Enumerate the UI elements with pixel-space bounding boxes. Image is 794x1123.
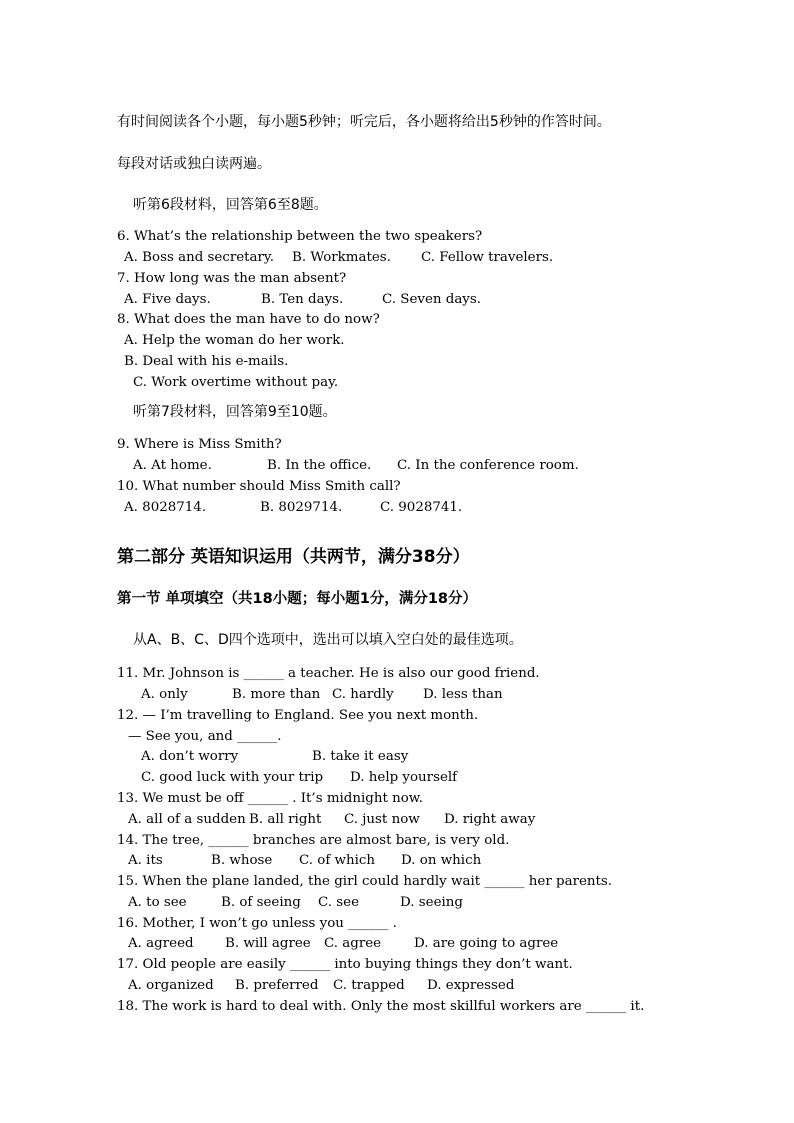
question-13-option-a: A. all of a sudden — [128, 812, 246, 827]
material-6-heading: 听第6段材料，回答第6至8题。 — [133, 197, 328, 213]
question-6-option-a: A. Boss and secretary. — [124, 250, 274, 265]
intro-line-2: 每段对话或独白读两遍。 — [117, 156, 271, 172]
question-10-option-b: B. 8029714. — [260, 500, 343, 515]
question-16-option-d: D. are going to agree — [414, 936, 559, 951]
question-8-option-c: C. Work overtime without pay. — [133, 375, 339, 390]
question-16-option-c: C. agree — [324, 936, 382, 951]
question-18-stem: 18. The work is hard to deal with. Only the most skillful workers are ______ it. — [117, 999, 645, 1014]
question-11-option-d: D. less than — [423, 687, 503, 702]
question-7-option-a: A. Five days. — [124, 292, 211, 307]
question-9-option-a: A. At home. — [133, 458, 212, 473]
question-11-stem: 11. Mr. Johnson is ______ a teacher. He is also our good friend. — [117, 666, 540, 681]
question-11-option-c: C. hardly — [332, 687, 394, 702]
question-6-option-b: B. Workmates. — [292, 250, 391, 265]
question-11-option-b: B. more than — [232, 687, 321, 702]
question-8-stem: 8. What does the man have to do now? — [117, 312, 380, 327]
section-1-instruction: 从A、B、C、D四个选项中，选出可以填入空白处的最佳选项。 — [133, 632, 523, 648]
question-16-option-b: B. will agree — [225, 936, 311, 951]
question-12-option-d: D. help yourself — [350, 770, 458, 785]
question-15-option-b: B. of seeing — [221, 895, 301, 910]
question-12-option-c: C. good luck with your trip — [141, 770, 324, 785]
question-10-stem: 10. What number should Miss Smith call? — [117, 479, 401, 494]
section-1-title: 第一节 单项填空（共18小题；每小题1分，满分18分） — [117, 591, 477, 607]
question-15-option-d: D. seeing — [400, 895, 463, 910]
material-7-heading: 听第7段材料，回答第9至10题。 — [133, 404, 337, 420]
question-14-stem: 14. The tree, ______ branches are almost bare, is very old. — [117, 833, 510, 848]
part-2-title: 第二部分 英语知识运用（共两节，满分38分） — [117, 547, 470, 567]
question-11-option-a: A. only — [141, 687, 188, 702]
question-8-option-b: B. Deal with his e-mails. — [124, 354, 289, 369]
question-17-option-d: D. expressed — [427, 978, 515, 993]
question-13-option-c: C. just now — [344, 812, 420, 827]
question-8-option-a: A. Help the woman do her work. — [124, 333, 345, 348]
question-6-stem: 6. What’s the relationship between the two speakers? — [117, 229, 483, 244]
question-9-option-b: B. In the office. — [267, 458, 372, 473]
question-16-stem: 16. Mother, I won’t go unless you ______ . — [117, 916, 397, 931]
question-13-stem: 13. We must be off ______ . It’s midnight now. — [117, 791, 423, 806]
question-17-option-b: B. preferred — [235, 978, 319, 993]
question-15-stem: 15. When the plane landed, the girl could hardly wait ______ her parents. — [117, 874, 613, 889]
question-14-option-b: B. whose — [211, 853, 273, 868]
question-15-option-c: C. see — [318, 895, 360, 910]
question-10-option-a: A. 8028714. — [124, 500, 207, 515]
question-16-option-a: A. agreed — [128, 936, 194, 951]
question-12-option-a: A. don’t worry — [141, 749, 239, 764]
question-9-stem: 9. Where is Miss Smith? — [117, 437, 282, 452]
question-14-option-a: A. its — [128, 853, 163, 868]
intro-line-1: 有时间阅读各个小题，每小题5秒钟；听完后，各小题将给出5秒钟的作答时间。 — [117, 114, 611, 130]
question-13-option-d: D. right away — [444, 812, 536, 827]
question-14-option-c: C. of which — [299, 853, 376, 868]
question-7-option-c: C. Seven days. — [382, 292, 481, 307]
question-12-option-b: B. take it easy — [312, 749, 409, 764]
question-13-option-b: B. all right — [249, 812, 322, 827]
question-12-reply: — See you, and ______. — [128, 729, 282, 744]
question-10-option-c: C. 9028741. — [380, 500, 463, 515]
question-17-option-c: C. trapped — [333, 978, 405, 993]
question-17-option-a: A. organized — [128, 978, 214, 993]
question-14-option-d: D. on which — [401, 853, 482, 868]
question-15-option-a: A. to see — [128, 895, 187, 910]
question-12-stem: 12. — I’m travelling to England. See you next month. — [117, 708, 479, 723]
question-17-stem: 17. Old people are easily ______ into buying things they don’t want. — [117, 957, 573, 972]
question-7-option-b: B. Ten days. — [261, 292, 344, 307]
question-9-option-c: C. In the conference room. — [397, 458, 579, 473]
question-6-option-c: C. Fellow travelers. — [421, 250, 554, 265]
question-7-stem: 7. How long was the man absent? — [117, 271, 347, 286]
